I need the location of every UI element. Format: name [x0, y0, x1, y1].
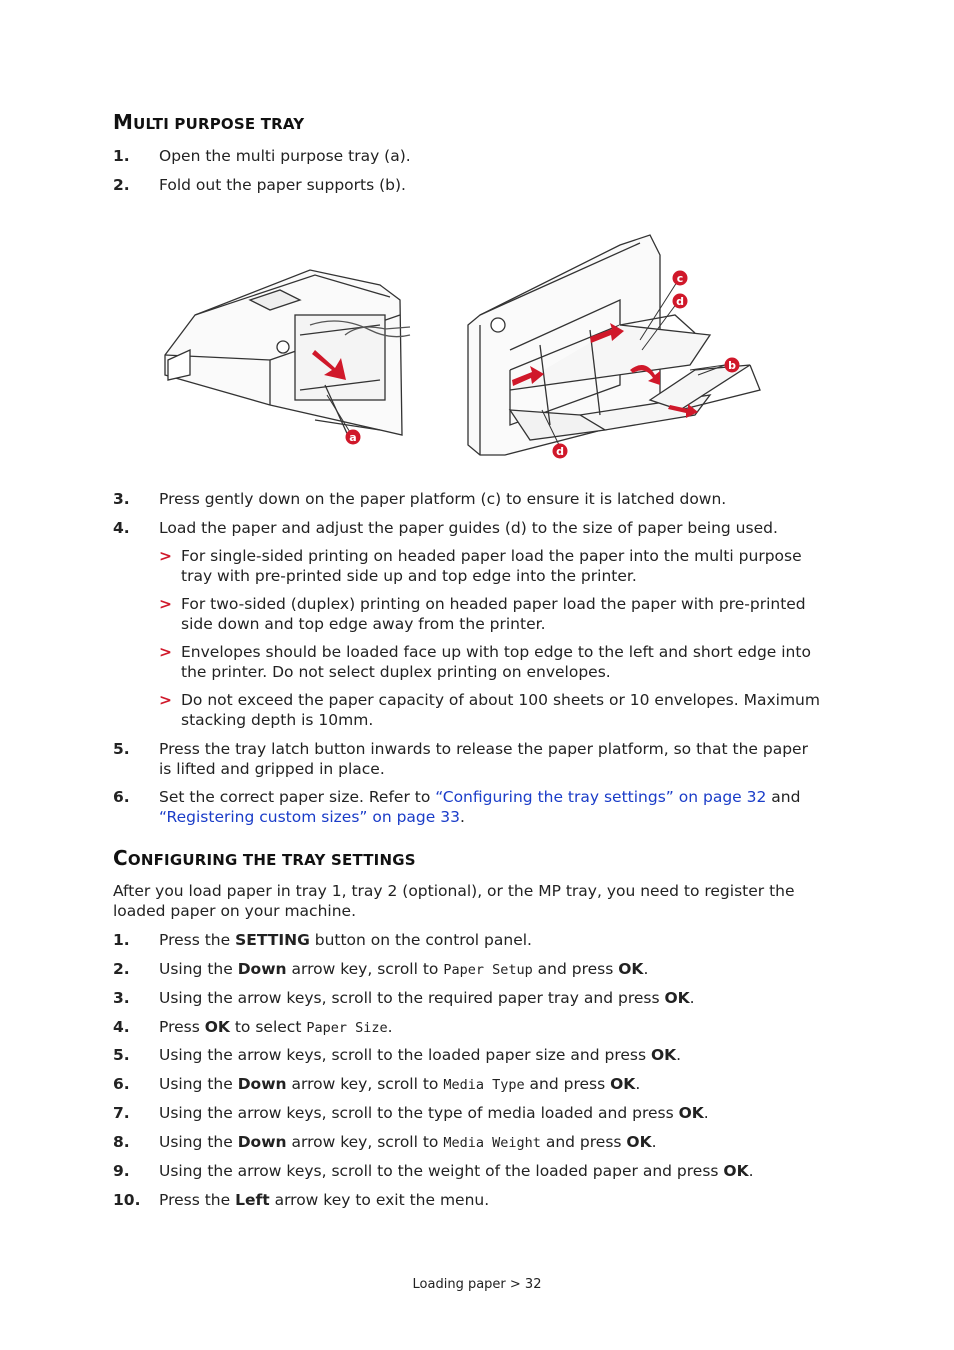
- callout-c: [673, 271, 688, 286]
- svg-text:b: b: [728, 359, 736, 372]
- page-footer: Loading paper > 32: [412, 1277, 542, 1292]
- section-heading-configuring-tray-settings: CONFIGURING THE TRAY SETTINGS: [113, 846, 416, 870]
- intro-paragraph: After you load paper in tray 1, tray 2 (optional), or the MP tray, you need to register the loaded paper on your machine.: [113, 882, 795, 920]
- callout-a: [346, 430, 361, 445]
- section-heading-multi-purpose-tray: MULTI PURPOSE TRAY: [113, 110, 305, 134]
- link-configuring-tray-settings[interactable]: “Configuring the tray settings” on page 32: [435, 788, 767, 806]
- svg-text:d: d: [676, 295, 684, 308]
- callout-d-upper: [673, 294, 688, 309]
- svg-text:a: a: [349, 431, 357, 444]
- printer-tray-illustration: [150, 215, 770, 470]
- callout-b: [725, 358, 740, 373]
- printer-left-drawing: [165, 270, 410, 440]
- document-page: MULTI PURPOSE TRAY 1. Open the multi purpose tray (a). 2. Fold out the paper supports (b). a c d b d 3. Press gently down on the paper platform (c) to ensure it is latched down. 4. Load the paper and adjust the paper guides (d) to the size of paper being used. > For single-sided printing on headed paper load the paper into the multi purpose tray with pre-printed side up and top edge into the printer. > For two-sided (duplex) printing on headed paper load the paper with pre-printed side down and top edge away from the printer. > Envelopes should be loaded face up with top edge to the left and short edge into the printer. Do not select duplex printing on envelopes. > Do not exceed the paper capacity of about 100 sheets or 10 envelopes. Maximum stacking depth is 10mm. 5. Press the tray latch button inwards to release the paper platform, so that the paper is lifted and gripped in place. 6. Set the correct paper size. Refer to “Configuring the tray settings” on page 32 and “Registering custom sizes” on page 33. CONFIGURING THE TRAY SETTINGS After you load paper in tray 1, tray 2 (optional), or the MP tray, you need to register the loaded paper on your machine. 1. Press the SETTING button on the control panel. 2. Using the Down arrow key, scroll to Paper Setup and press OK. 3. Using the arrow keys, scroll to the required paper tray and press OK. 4. Press OK to select Paper Size. 5. Using the arrow keys, scroll to the loaded paper size and press OK. 6. Using the Down arrow key, scroll to Media Type and press OK. 7. Using the arrow keys, scroll to the type of media loaded and press OK. 8. Using the Down arrow key, scroll to Media Weight and press OK. 9. Using the arrow keys, scroll to the weight of the loaded paper and press OK. 10. Press the Left arrow key to exit the menu. Loading paper > 32: [0, 0, 954, 1350]
- callout-d-lower: [553, 444, 568, 459]
- link-registering-custom-sizes[interactable]: “Registering custom sizes” on page 33: [159, 808, 460, 826]
- printer-right-drawing: [468, 235, 760, 455]
- svg-text:c: c: [676, 272, 684, 285]
- svg-text:d: d: [556, 445, 564, 458]
